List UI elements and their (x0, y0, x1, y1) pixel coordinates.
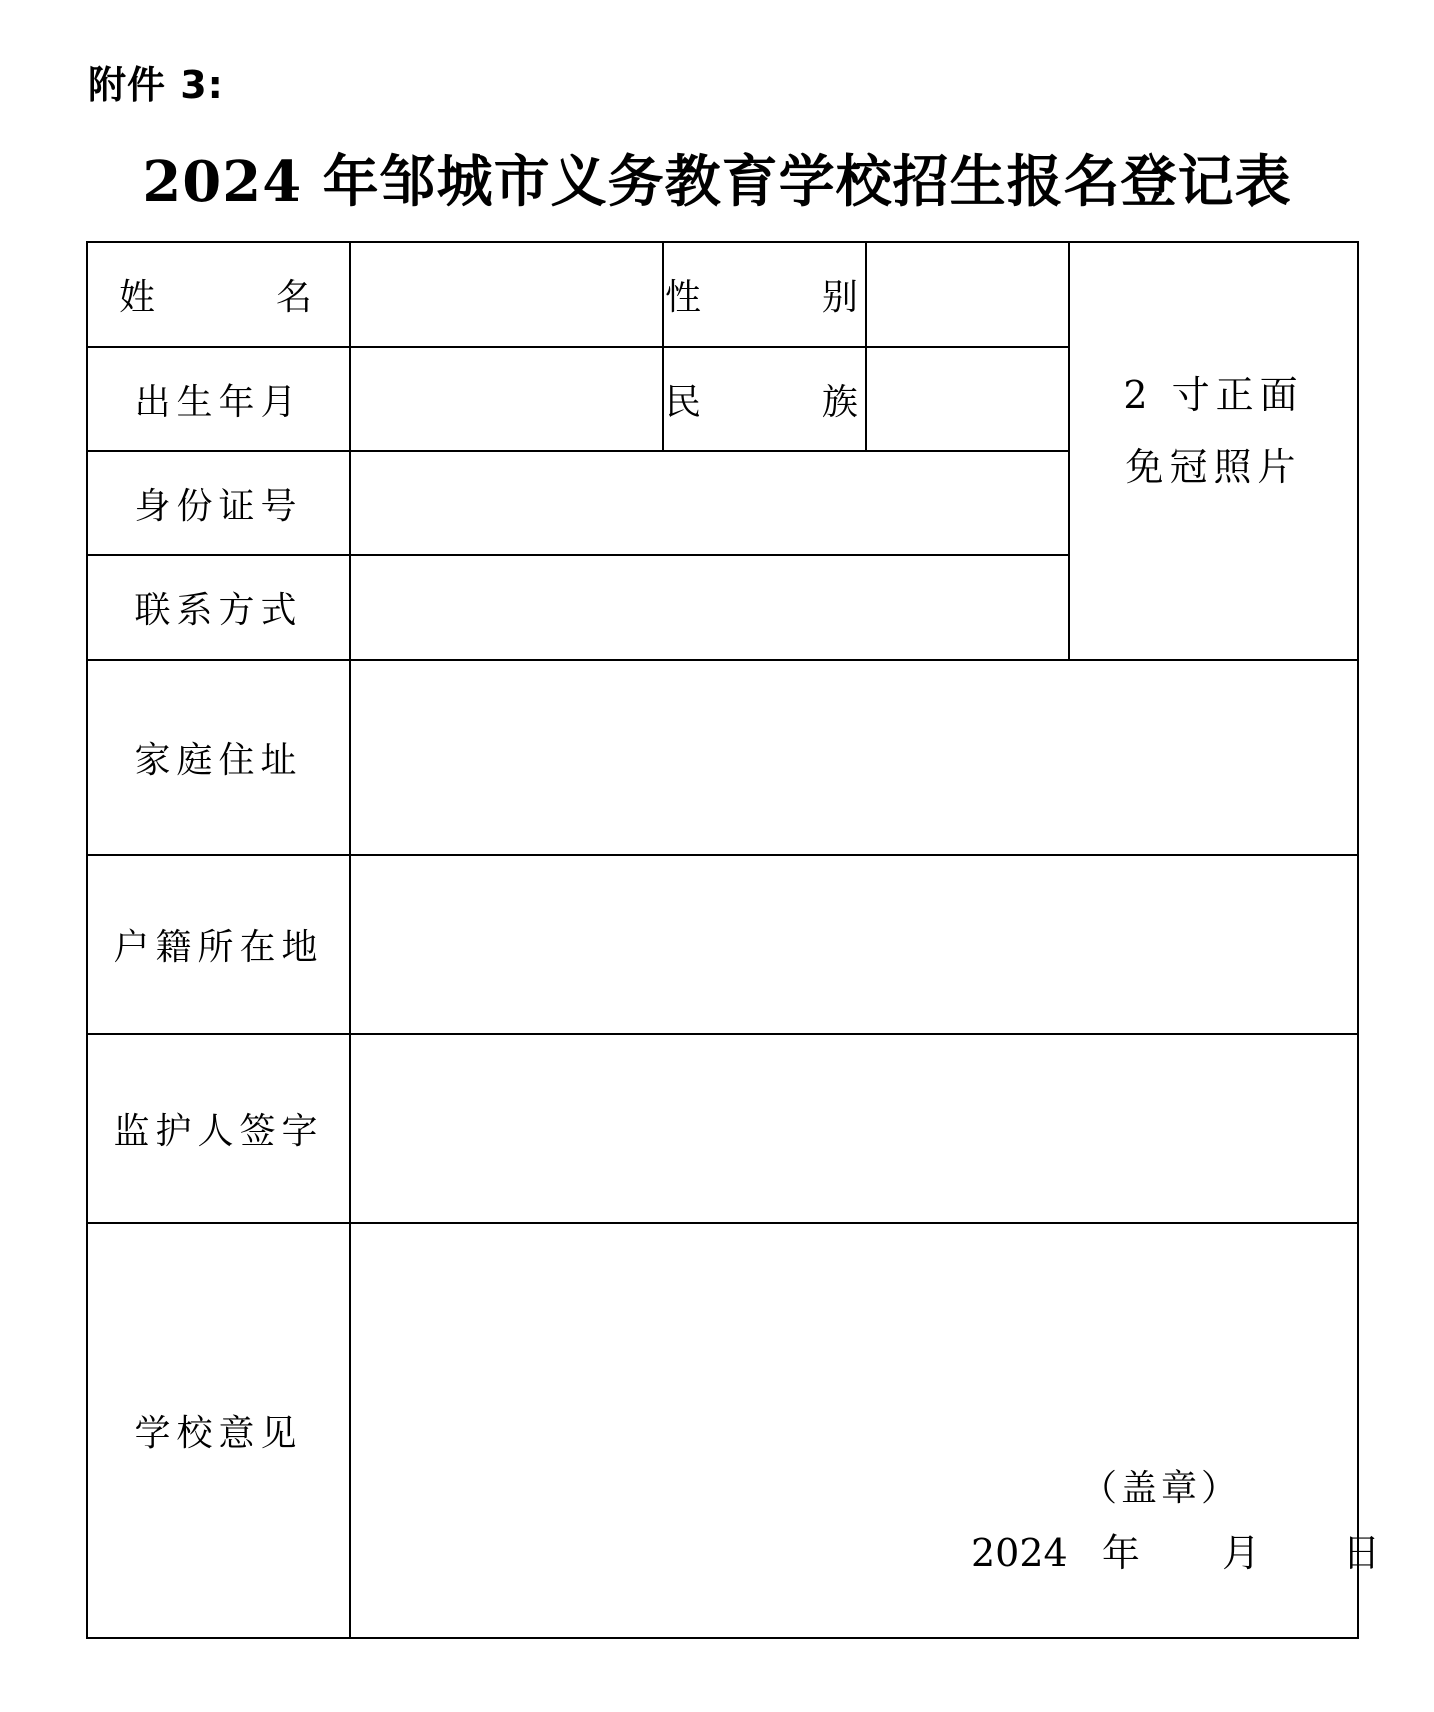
attachment-label: 附件 3: (88, 63, 224, 107)
photo-label-line2: 免冠照片 (1125, 445, 1302, 489)
id-number-field[interactable] (350, 451, 1069, 555)
date-year-unit: 年 (1101, 1531, 1140, 1575)
label-school-opinion-text: 学校意见 (134, 1413, 303, 1454)
label-school-opinion (87, 1223, 350, 1638)
label-id-number-text: 身份证号 (134, 485, 303, 527)
label-address (87, 660, 350, 855)
label-household (87, 855, 350, 1034)
photo-box (1069, 242, 1358, 660)
row-name-gender (87, 242, 1358, 347)
guardian-signature-field[interactable] (350, 1034, 1358, 1223)
date-year: 2024 (971, 1531, 1068, 1575)
label-ethnicity-text: 民 族 (665, 381, 864, 423)
label-gender (663, 242, 866, 347)
page-title: 2024 年邹城市义务教育学校招生报名登记表 (142, 149, 1292, 215)
gender-field[interactable] (866, 242, 1069, 347)
row-household (87, 855, 1358, 1034)
school-opinion-field[interactable] (350, 1223, 1381, 1638)
label-birth-text: 出生年月 (134, 381, 303, 423)
household-field[interactable] (350, 855, 1358, 1034)
registration-form-table (86, 241, 1381, 1639)
label-ethnicity (663, 347, 866, 451)
date-line (971, 1522, 1380, 1577)
ethnicity-field[interactable] (866, 347, 1069, 451)
label-gender-text: 性 别 (665, 277, 864, 318)
contact-field[interactable] (350, 555, 1069, 660)
label-household-text: 户籍所在地 (113, 927, 324, 968)
name-field[interactable] (350, 242, 663, 347)
label-name (87, 242, 350, 347)
label-id-number (87, 451, 350, 555)
stamp-label: （盖章） (1081, 1468, 1242, 1509)
photo-label-line1: 2 寸正面 (1123, 373, 1304, 417)
birth-field[interactable] (350, 347, 663, 451)
label-contact (87, 555, 350, 660)
label-guardian-signature (87, 1034, 350, 1223)
label-guardian-signature-text: 监护人签字 (113, 1111, 324, 1152)
label-name-text: 姓 名 (119, 277, 318, 318)
label-birth (87, 347, 350, 451)
row-guardian-signature (87, 1034, 1358, 1223)
label-address-text: 家庭住址 (134, 740, 303, 781)
label-contact-text: 联系方式 (134, 590, 303, 631)
date-month-unit: 月 (1222, 1531, 1261, 1575)
row-school-opinion (87, 1223, 1358, 1638)
row-address (87, 660, 1358, 855)
date-day-unit: 日 (1342, 1531, 1381, 1575)
address-field[interactable] (350, 660, 1358, 855)
